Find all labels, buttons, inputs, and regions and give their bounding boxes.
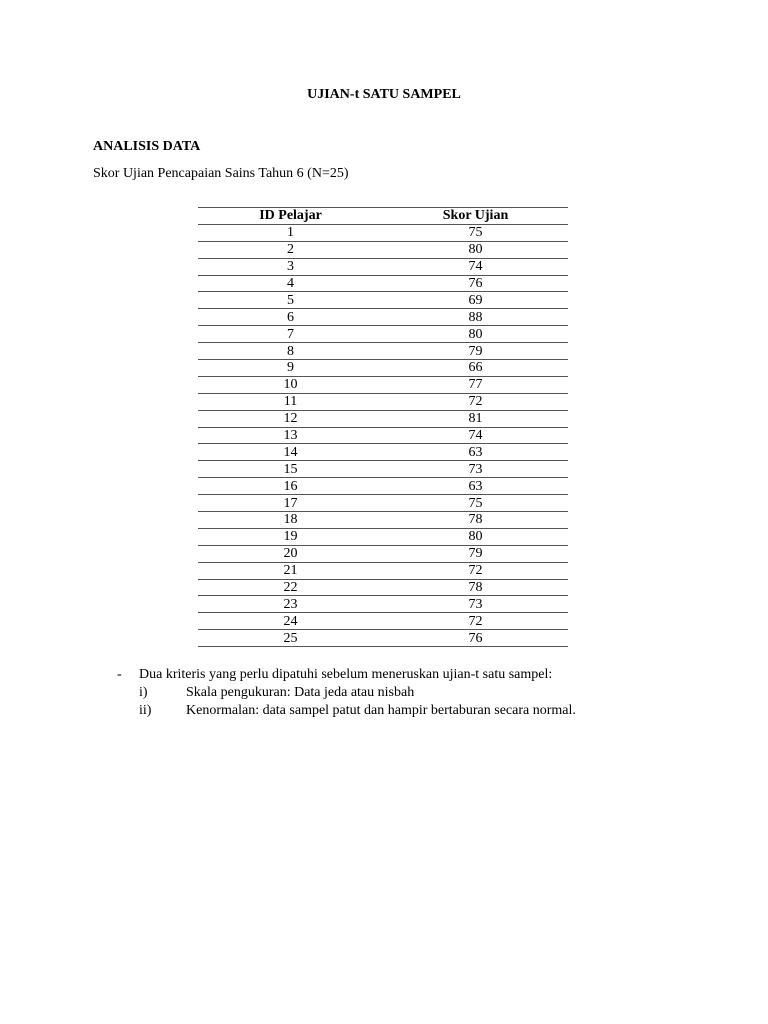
exam-score-cell: 69 (383, 292, 568, 309)
student-id-cell: 7 (198, 326, 383, 343)
exam-score-cell: 73 (383, 461, 568, 478)
student-id-cell: 1 (198, 224, 383, 241)
exam-score-cell: 72 (383, 562, 568, 579)
exam-score-cell: 79 (383, 545, 568, 562)
table-caption: Skor Ujian Pencapaian Sains Tahun 6 (N=25) (93, 166, 349, 181)
student-id-cell: 23 (198, 596, 383, 613)
table-row (198, 241, 568, 258)
table-row (198, 427, 568, 444)
table-row (198, 528, 568, 545)
criteria-item-marker: ii) (139, 703, 152, 718)
student-id-cell: 4 (198, 275, 383, 292)
table-header-row (198, 208, 568, 225)
column-header-score: Skor Ujian (383, 208, 568, 225)
student-id-cell: 3 (198, 258, 383, 275)
exam-score-cell: 63 (383, 478, 568, 495)
exam-score-cell: 74 (383, 258, 568, 275)
table-row (198, 292, 568, 309)
table-row (198, 461, 568, 478)
exam-score-cell: 72 (383, 613, 568, 630)
exam-score-cell: 88 (383, 309, 568, 326)
table-row (198, 613, 568, 630)
table-row (198, 360, 568, 377)
table-row (198, 562, 568, 579)
exam-score-cell: 75 (383, 224, 568, 241)
table-body (198, 224, 568, 646)
student-id-cell: 8 (198, 343, 383, 360)
table-row (198, 258, 568, 275)
table-row (198, 579, 568, 596)
criteria-intro-text: Dua kriteris yang perlu dipatuhi sebelum meneruskan ujian-t satu sampel: (139, 667, 553, 682)
table-row (198, 630, 568, 647)
document-title: UJIAN-t SATU SAMPEL (307, 87, 461, 102)
student-id-cell: 21 (198, 562, 383, 579)
student-id-cell: 9 (198, 360, 383, 377)
table-row (198, 596, 568, 613)
exam-score-cell: 66 (383, 360, 568, 377)
table-row (198, 326, 568, 343)
exam-score-cell: 79 (383, 343, 568, 360)
student-id-cell: 12 (198, 410, 383, 427)
table-row (198, 275, 568, 292)
exam-score-cell: 76 (383, 630, 568, 647)
exam-score-cell: 63 (383, 444, 568, 461)
score-table (198, 207, 568, 647)
table-row (198, 512, 568, 529)
table-row (198, 309, 568, 326)
exam-score-cell: 76 (383, 275, 568, 292)
exam-score-cell: 80 (383, 528, 568, 545)
exam-score-cell: 73 (383, 596, 568, 613)
table-row (198, 343, 568, 360)
exam-score-cell: 78 (383, 512, 568, 529)
student-id-cell: 22 (198, 579, 383, 596)
bullet-dash: - (117, 667, 122, 682)
student-id-cell: 20 (198, 545, 383, 562)
exam-score-cell: 81 (383, 410, 568, 427)
table-row (198, 410, 568, 427)
exam-score-cell: 78 (383, 579, 568, 596)
student-id-cell: 16 (198, 478, 383, 495)
student-id-cell: 6 (198, 309, 383, 326)
table-row (198, 224, 568, 241)
student-id-cell: 13 (198, 427, 383, 444)
criteria-item-marker: i) (139, 685, 148, 700)
exam-score-cell: 75 (383, 495, 568, 512)
table-row (198, 545, 568, 562)
table-row (198, 444, 568, 461)
exam-score-cell: 80 (383, 326, 568, 343)
student-id-cell: 18 (198, 512, 383, 529)
student-id-cell: 19 (198, 528, 383, 545)
student-id-cell: 10 (198, 376, 383, 393)
exam-score-cell: 80 (383, 241, 568, 258)
table-row (198, 478, 568, 495)
student-id-cell: 5 (198, 292, 383, 309)
student-id-cell: 25 (198, 630, 383, 647)
exam-score-cell: 77 (383, 376, 568, 393)
criteria-item-text: Kenormalan: data sampel patut dan hampir bertaburan secara normal. (186, 703, 576, 718)
student-id-cell: 24 (198, 613, 383, 630)
student-id-cell: 14 (198, 444, 383, 461)
exam-score-cell: 74 (383, 427, 568, 444)
student-id-cell: 15 (198, 461, 383, 478)
student-id-cell: 17 (198, 495, 383, 512)
student-id-cell: 2 (198, 241, 383, 258)
table-row (198, 495, 568, 512)
column-header-id: ID Pelajar (198, 208, 383, 225)
student-id-cell: 11 (198, 393, 383, 410)
table-row (198, 393, 568, 410)
table-row (198, 376, 568, 393)
section-heading: ANALISIS DATA (93, 139, 201, 154)
exam-score-cell: 72 (383, 393, 568, 410)
criteria-item-text: Skala pengukuran: Data jeda atau nisbah (186, 685, 415, 700)
